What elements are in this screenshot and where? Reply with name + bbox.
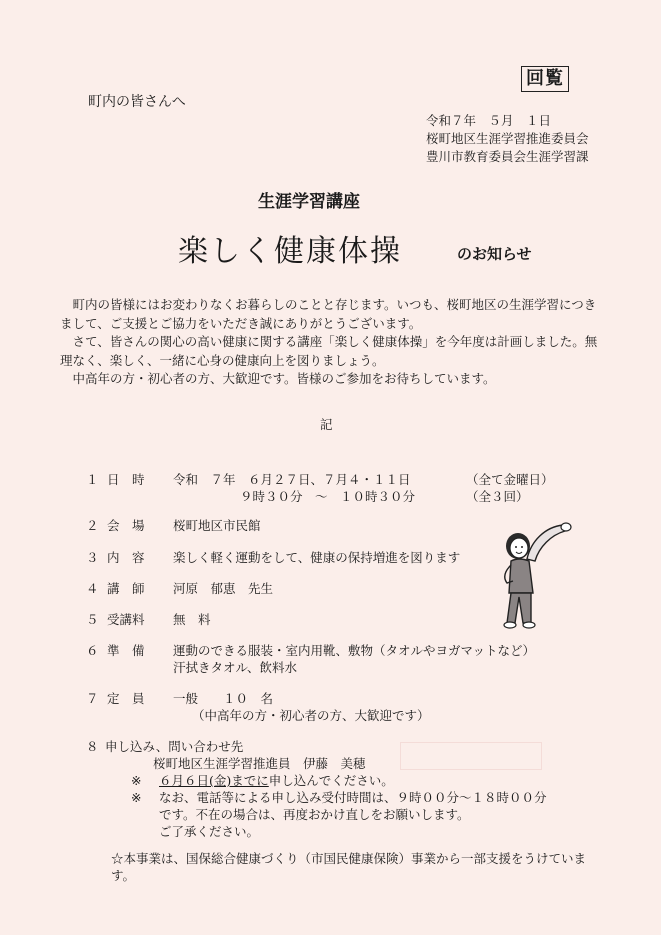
item-7-label: 定 員 [107,691,145,706]
time-value: ９時３０分 ～ １０時３０分 [240,489,416,504]
hours-note-3: ご了承ください。 [159,824,260,839]
item-1-number: １ [86,472,99,487]
capacity-value: 一般 １０ 名 [173,691,274,706]
intro-text [60,296,605,389]
item-4-number: ４ [86,581,99,596]
title-suffix: のお知らせ [457,245,532,263]
item-6-label: 準 備 [107,643,145,658]
lecturer-value: 河原 郁恵 先生 [173,581,274,596]
circulation-stamp: 回覧 [521,66,569,92]
exercise-woman-illustration [497,519,577,631]
faint-stamp-mark [400,742,542,770]
item-3-label: 内 容 [107,550,145,565]
deadline-note [159,772,394,789]
deadline-date: ６月６日(金)までに [159,773,269,788]
issue-date: 令和７年 ５月 １日 [426,113,552,128]
organizer-1: 桜町地区生涯学習推進委員会 [426,131,589,146]
item-6-number: ６ [86,643,99,658]
page-title: 楽しく健康体操 [178,234,402,269]
item-5-number: ５ [86,612,99,627]
deadline-rest: 申し込んでください。 [268,773,394,788]
intro-paragraph-3: 中高年の方・初心者の方、大歓迎です。皆様のご参加をお待ちしています。 [72,371,496,386]
capacity-note: （中高年の方・初心者の方、大歓迎です） [192,708,430,723]
content-value: 楽しく軽く運動をして、健康の保持増進を図ります [173,550,461,565]
item-5-label: 受講料 [107,612,145,627]
ki-heading: 記 [320,417,333,432]
intro-paragraph-2: さて、皆さんの関心の高い健康に関する講座「楽しく健康体操」を今年度は計画しました。無理なく、楽しく、一緒に心身の健康向上を図りましょう。 [60,334,598,368]
note-mark-2: ※ [131,790,142,805]
contact-heading: 申し込み、問い合わせ先 [105,739,244,754]
date-note: （全て金曜日） [466,472,554,487]
date-value: 令和 ７年 ６月２７日、７月４・１１日 [173,472,411,487]
organizer-2: 豊川市教育委員会生涯学習課 [426,149,589,164]
venue-value: 桜町地区市民館 [173,518,261,533]
hours-note-2: です。不在の場合は、再度おかけ直しをお願いします。 [159,807,470,822]
item-1-label: 日 時 [107,472,145,487]
item-8-number: ８ [86,739,99,754]
contact-person: 桜町地区生涯学習推進員 伊藤 美穂 [153,756,366,771]
series-title: 生涯学習講座 [258,192,360,212]
item-2-label: 会 場 [107,518,145,533]
intro-paragraph-1: 町内の皆様にはお変わりなくお暮らしのことと存じます。いつも、桜町地区の生涯学習につきまして、ご支援とご協力をいただき誠にありがとうございます。 [60,297,597,331]
item-4-label: 講 師 [107,581,145,596]
sessions-note: （全３回） [466,489,529,504]
prep-value-1: 運動のできる服装・室内用靴、敷物（タオルやヨガマットなど） [173,643,536,658]
footer-note: ☆本事業は、国保総合健康づくり（市国民健康保険）事業から一部支援をうけています。 [111,851,587,883]
hours-note-1: なお、電話等による申し込み受付時間は、９時００分～１８時００分 [159,790,547,805]
fee-value: 無 料 [173,612,211,627]
note-mark-1: ※ [131,773,142,788]
prep-value-2: 汗拭きタオル、飲料水 [173,660,298,675]
item-7-number: ７ [86,691,99,706]
greeting: 町内の皆さんへ [88,94,186,110]
item-2-number: ２ [86,518,99,533]
item-3-number: ３ [86,550,99,565]
